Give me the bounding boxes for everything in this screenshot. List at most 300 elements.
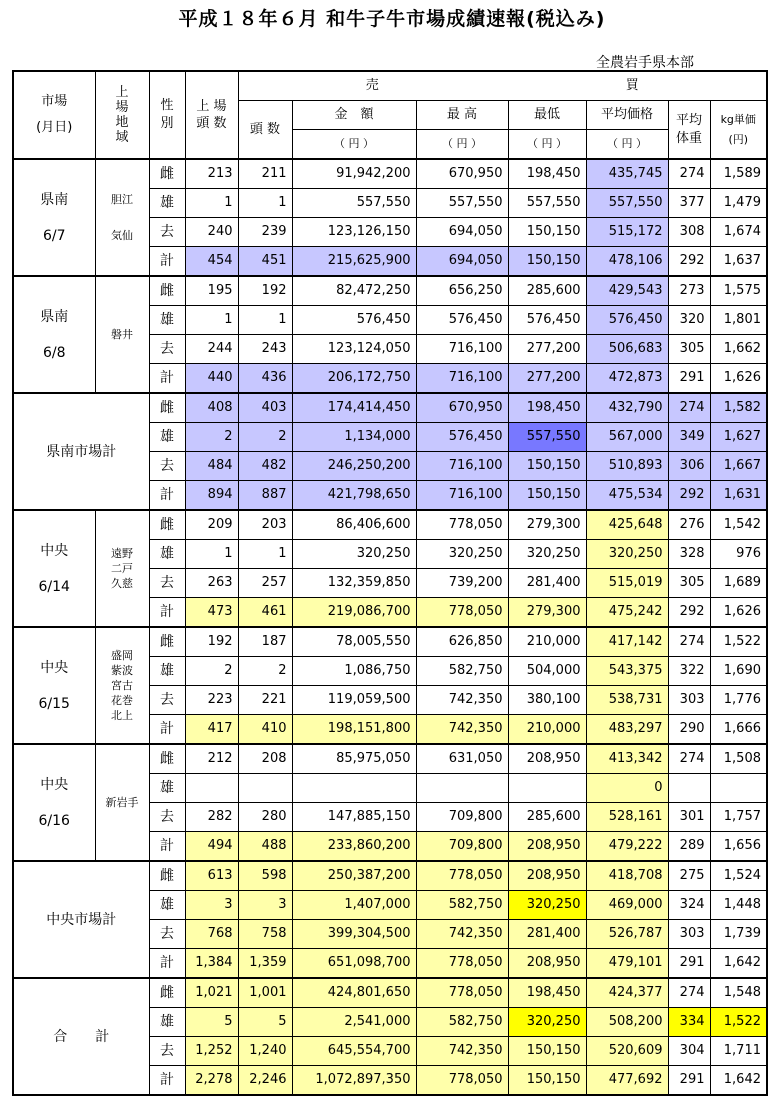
market-cell: 合 計 xyxy=(13,978,149,1095)
avg-price-cell: 477,692 xyxy=(586,1066,668,1096)
avg-price-cell: 417,142 xyxy=(586,627,668,657)
min-price-cell: 208,950 xyxy=(508,744,586,774)
max-price-cell: 582,750 xyxy=(416,891,508,920)
max-price-cell: 694,050 xyxy=(416,247,508,277)
sex-label: 雌 xyxy=(149,627,185,657)
min-price-cell: 281,400 xyxy=(508,569,586,598)
avg-weight-cell: 334 xyxy=(668,1008,710,1037)
min-price-cell: 150,150 xyxy=(508,1066,586,1096)
avg-weight-cell xyxy=(668,774,710,803)
avg-price-cell: 469,000 xyxy=(586,891,668,920)
amount-cell: 91,942,200 xyxy=(292,159,416,189)
avg-weight-cell: 292 xyxy=(668,598,710,628)
min-price-cell: 150,150 xyxy=(508,247,586,277)
kg-price-cell: 1,626 xyxy=(710,598,767,628)
avg-weight-cell: 276 xyxy=(668,510,710,540)
avg-price-cell: 515,019 xyxy=(586,569,668,598)
avg-weight-cell: 290 xyxy=(668,715,710,745)
max-price-cell: 716,100 xyxy=(416,481,508,511)
avg-weight-cell: 301 xyxy=(668,803,710,832)
avg-weight-cell: 292 xyxy=(668,481,710,511)
min-price-cell: 198,450 xyxy=(508,393,586,423)
header-avg-price-unit: （ 円 ） xyxy=(586,130,668,160)
kg-price-cell: 1,508 xyxy=(710,744,767,774)
sold-heads-cell: 488 xyxy=(238,832,292,862)
avg-weight-cell: 322 xyxy=(668,657,710,686)
min-price-cell: 285,600 xyxy=(508,803,586,832)
max-price-cell: 320,250 xyxy=(416,540,508,569)
sex-label: 雄 xyxy=(149,774,185,803)
avg-weight-cell: 305 xyxy=(668,569,710,598)
amount-cell: 132,359,850 xyxy=(292,569,416,598)
listed-heads-cell: 768 xyxy=(185,920,238,949)
kg-price-cell: 1,656 xyxy=(710,832,767,862)
amount-cell: 82,472,250 xyxy=(292,276,416,306)
min-price-cell: 279,300 xyxy=(508,510,586,540)
listed-heads-cell: 263 xyxy=(185,569,238,598)
amount-cell: 576,450 xyxy=(292,306,416,335)
sex-label: 計 xyxy=(149,598,185,628)
sold-heads-cell: 1 xyxy=(238,540,292,569)
avg-price-cell: 432,790 xyxy=(586,393,668,423)
sex-label: 雄 xyxy=(149,891,185,920)
amount-cell: 215,625,900 xyxy=(292,247,416,277)
market-cell: 中央 6/15 xyxy=(13,627,95,744)
min-price-cell: 210,000 xyxy=(508,627,586,657)
avg-price-cell: 320,250 xyxy=(586,540,668,569)
sex-label: 去 xyxy=(149,920,185,949)
amount-cell: 86,406,600 xyxy=(292,510,416,540)
max-price-cell: 670,950 xyxy=(416,393,508,423)
listed-heads-cell: 454 xyxy=(185,247,238,277)
kg-price-cell: 1,662 xyxy=(710,335,767,364)
listed-heads-cell: 223 xyxy=(185,686,238,715)
sold-heads-cell: 1,240 xyxy=(238,1037,292,1066)
listed-heads-cell: 417 xyxy=(185,715,238,745)
listed-heads-cell: 408 xyxy=(185,393,238,423)
organization-name: 全農岩手県本部 xyxy=(596,55,694,71)
sold-heads-cell: 208 xyxy=(238,744,292,774)
market-cell: 中央市場計 xyxy=(13,861,149,978)
sold-heads-cell: 403 xyxy=(238,393,292,423)
listed-heads-cell: 440 xyxy=(185,364,238,394)
amount-cell: 424,801,650 xyxy=(292,978,416,1008)
min-price-cell: 277,200 xyxy=(508,364,586,394)
listed-heads-cell: 2,278 xyxy=(185,1066,238,1096)
listed-heads-cell: 1,021 xyxy=(185,978,238,1008)
sold-heads-cell: 211 xyxy=(238,159,292,189)
listed-heads-cell: 473 xyxy=(185,598,238,628)
min-price-cell: 198,450 xyxy=(508,159,586,189)
amount-cell: 1,086,750 xyxy=(292,657,416,686)
sold-heads-cell: 2,246 xyxy=(238,1066,292,1096)
avg-weight-cell: 291 xyxy=(668,949,710,979)
kg-price-cell: 1,548 xyxy=(710,978,767,1008)
sex-label: 雄 xyxy=(149,423,185,452)
sold-heads-cell: 1,001 xyxy=(238,978,292,1008)
kg-price-cell xyxy=(710,774,767,803)
header-min: 最低 xyxy=(508,101,586,130)
amount-cell: 174,414,450 xyxy=(292,393,416,423)
avg-weight-cell: 303 xyxy=(668,686,710,715)
min-price-cell: 557,550 xyxy=(508,189,586,218)
max-price-cell: 626,850 xyxy=(416,627,508,657)
max-price-cell: 631,050 xyxy=(416,744,508,774)
avg-weight-cell: 304 xyxy=(668,1037,710,1066)
max-price-cell: 709,800 xyxy=(416,803,508,832)
kg-price-cell: 1,575 xyxy=(710,276,767,306)
avg-weight-cell: 289 xyxy=(668,832,710,862)
listed-heads-cell: 213 xyxy=(185,159,238,189)
avg-price-cell: 479,101 xyxy=(586,949,668,979)
max-price-cell: 656,250 xyxy=(416,276,508,306)
listed-heads-cell: 894 xyxy=(185,481,238,511)
max-price-cell: 557,550 xyxy=(416,189,508,218)
listed-heads-cell: 244 xyxy=(185,335,238,364)
area-cell: 磐井 xyxy=(95,276,149,393)
kg-price-cell: 1,522 xyxy=(710,627,767,657)
sex-label: 去 xyxy=(149,803,185,832)
avg-price-cell: 483,297 xyxy=(586,715,668,745)
kg-price-cell: 1,690 xyxy=(710,657,767,686)
kg-price-cell: 1,667 xyxy=(710,452,767,481)
kg-price-cell: 1,626 xyxy=(710,364,767,394)
kg-price-cell: 1,582 xyxy=(710,393,767,423)
sold-heads-cell: 257 xyxy=(238,569,292,598)
sold-heads-cell: 2 xyxy=(238,423,292,452)
min-price-cell xyxy=(508,774,586,803)
avg-weight-cell: 328 xyxy=(668,540,710,569)
listed-heads-cell: 3 xyxy=(185,891,238,920)
listed-heads-cell: 1 xyxy=(185,540,238,569)
avg-price-cell: 418,708 xyxy=(586,861,668,891)
listed-heads-cell xyxy=(185,774,238,803)
sex-label: 雌 xyxy=(149,276,185,306)
max-price-cell: 694,050 xyxy=(416,218,508,247)
avg-price-cell: 515,172 xyxy=(586,218,668,247)
header-max: 最 高 xyxy=(416,101,508,130)
avg-weight-cell: 274 xyxy=(668,744,710,774)
avg-weight-cell: 292 xyxy=(668,247,710,277)
avg-weight-cell: 274 xyxy=(668,393,710,423)
kg-price-cell: 1,689 xyxy=(710,569,767,598)
sold-heads-cell: 203 xyxy=(238,510,292,540)
sold-heads-cell: 482 xyxy=(238,452,292,481)
sold-heads-cell: 1,359 xyxy=(238,949,292,979)
kg-price-cell: 1,448 xyxy=(710,891,767,920)
report-title: 平成１８年６月 和牛子牛市場成績速報(税込み) xyxy=(178,8,606,30)
avg-weight-cell: 274 xyxy=(668,978,710,1008)
market-cell: 県南 6/8 xyxy=(13,276,95,393)
min-price-cell: 198,450 xyxy=(508,978,586,1008)
sold-heads-cell: 887 xyxy=(238,481,292,511)
avg-weight-cell: 320 xyxy=(668,306,710,335)
avg-price-cell: 528,161 xyxy=(586,803,668,832)
header-heads: 頭 数 xyxy=(238,101,292,160)
sex-label: 計 xyxy=(149,715,185,745)
sold-heads-cell: 280 xyxy=(238,803,292,832)
avg-price-cell: 508,200 xyxy=(586,1008,668,1037)
max-price-cell: 576,450 xyxy=(416,306,508,335)
sex-label: 計 xyxy=(149,364,185,394)
avg-weight-cell: 349 xyxy=(668,423,710,452)
kg-price-cell: 1,589 xyxy=(710,159,767,189)
max-price-cell: 778,050 xyxy=(416,510,508,540)
sex-label: 雄 xyxy=(149,306,185,335)
listed-heads-cell: 195 xyxy=(185,276,238,306)
sold-heads-cell: 598 xyxy=(238,861,292,891)
min-price-cell: 504,000 xyxy=(508,657,586,686)
sold-heads-cell: 1 xyxy=(238,306,292,335)
kg-price-cell: 1,776 xyxy=(710,686,767,715)
sex-label: 去 xyxy=(149,569,185,598)
sold-heads-cell: 2 xyxy=(238,657,292,686)
avg-weight-cell: 274 xyxy=(668,159,710,189)
kg-price-cell: 1,801 xyxy=(710,306,767,335)
avg-price-cell: 475,534 xyxy=(586,481,668,511)
amount-cell: 250,387,200 xyxy=(292,861,416,891)
amount-cell: 645,554,700 xyxy=(292,1037,416,1066)
avg-price-cell: 567,000 xyxy=(586,423,668,452)
sold-heads-cell: 461 xyxy=(238,598,292,628)
min-price-cell: 208,950 xyxy=(508,949,586,979)
header-avg-weight: 平均 体重 xyxy=(668,101,710,160)
sold-heads-cell: 3 xyxy=(238,891,292,920)
kg-price-cell: 1,637 xyxy=(710,247,767,277)
sex-label: 雄 xyxy=(149,189,185,218)
sold-heads-cell: 192 xyxy=(238,276,292,306)
sex-label: 雌 xyxy=(149,159,185,189)
amount-cell: 219,086,700 xyxy=(292,598,416,628)
header-avg-price: 平均価格 xyxy=(586,101,668,130)
kg-price-cell: 1,642 xyxy=(710,1066,767,1096)
min-price-cell: 380,100 xyxy=(508,686,586,715)
amount-cell: 651,098,700 xyxy=(292,949,416,979)
kg-price-cell: 1,739 xyxy=(710,920,767,949)
sold-heads-cell: 239 xyxy=(238,218,292,247)
header-sex: 性 別 xyxy=(149,71,185,159)
min-price-cell: 150,150 xyxy=(508,218,586,247)
max-price-cell: 576,450 xyxy=(416,423,508,452)
avg-price-cell: 543,375 xyxy=(586,657,668,686)
sex-label: 雌 xyxy=(149,393,185,423)
listed-heads-cell: 209 xyxy=(185,510,238,540)
max-price-cell: 778,050 xyxy=(416,598,508,628)
avg-price-cell: 425,648 xyxy=(586,510,668,540)
amount-cell: 123,126,150 xyxy=(292,218,416,247)
listed-heads-cell: 192 xyxy=(185,627,238,657)
amount-cell: 198,151,800 xyxy=(292,715,416,745)
header-amount: 金 額 xyxy=(292,101,416,130)
kg-price-cell: 1,631 xyxy=(710,481,767,511)
avg-price-cell: 472,873 xyxy=(586,364,668,394)
sex-label: 計 xyxy=(149,1066,185,1096)
min-price-cell: 210,000 xyxy=(508,715,586,745)
market-cell: 中央 6/16 xyxy=(13,744,95,861)
sex-label: 去 xyxy=(149,1037,185,1066)
kg-price-cell: 1,524 xyxy=(710,861,767,891)
min-price-cell: 150,150 xyxy=(508,452,586,481)
kg-price-cell: 1,542 xyxy=(710,510,767,540)
min-price-cell: 320,250 xyxy=(508,891,586,920)
sex-label: 去 xyxy=(149,335,185,364)
min-price-cell: 285,600 xyxy=(508,276,586,306)
header-sold-group: 売 買 xyxy=(238,71,767,101)
sex-label: 計 xyxy=(149,481,185,511)
max-price-cell: 670,950 xyxy=(416,159,508,189)
max-price-cell: 582,750 xyxy=(416,1008,508,1037)
amount-cell: 246,250,200 xyxy=(292,452,416,481)
market-results-table xyxy=(12,70,768,1096)
amount-cell: 147,885,150 xyxy=(292,803,416,832)
sold-heads-cell: 187 xyxy=(238,627,292,657)
listed-heads-cell: 240 xyxy=(185,218,238,247)
avg-weight-cell: 291 xyxy=(668,364,710,394)
min-price-cell: 208,950 xyxy=(508,832,586,862)
max-price-cell: 742,350 xyxy=(416,1037,508,1066)
listed-heads-cell: 5 xyxy=(185,1008,238,1037)
min-price-cell: 277,200 xyxy=(508,335,586,364)
amount-cell: 1,134,000 xyxy=(292,423,416,452)
header-amount-unit: （ 円 ） xyxy=(292,130,416,160)
kg-price-cell: 1,674 xyxy=(710,218,767,247)
min-price-cell: 150,150 xyxy=(508,1037,586,1066)
max-price-cell: 778,050 xyxy=(416,949,508,979)
sex-label: 雌 xyxy=(149,861,185,891)
listed-heads-cell: 484 xyxy=(185,452,238,481)
min-price-cell: 576,450 xyxy=(508,306,586,335)
header-market: 市場 (月日) xyxy=(13,71,95,159)
sex-label: 雄 xyxy=(149,657,185,686)
sex-label: 雄 xyxy=(149,540,185,569)
max-price-cell: 742,350 xyxy=(416,686,508,715)
min-price-cell: 320,250 xyxy=(508,540,586,569)
min-price-cell: 320,250 xyxy=(508,1008,586,1037)
avg-price-cell: 0 xyxy=(586,774,668,803)
kg-price-cell: 1,522 xyxy=(710,1008,767,1037)
avg-price-cell: 478,106 xyxy=(586,247,668,277)
avg-weight-cell: 324 xyxy=(668,891,710,920)
min-price-cell: 281,400 xyxy=(508,920,586,949)
max-price-cell: 709,800 xyxy=(416,832,508,862)
kg-price-cell: 1,642 xyxy=(710,949,767,979)
avg-price-cell: 479,222 xyxy=(586,832,668,862)
avg-price-cell: 520,609 xyxy=(586,1037,668,1066)
avg-price-cell: 576,450 xyxy=(586,306,668,335)
avg-price-cell: 510,893 xyxy=(586,452,668,481)
min-price-cell: 557,550 xyxy=(508,423,586,452)
sold-heads-cell: 1 xyxy=(238,189,292,218)
listed-heads-cell: 212 xyxy=(185,744,238,774)
kg-price-cell: 1,479 xyxy=(710,189,767,218)
amount-cell xyxy=(292,774,416,803)
header-listed-heads: 上 場 頭 数 xyxy=(185,71,238,159)
avg-price-cell: 557,550 xyxy=(586,189,668,218)
avg-price-cell: 506,683 xyxy=(586,335,668,364)
listed-heads-cell: 613 xyxy=(185,861,238,891)
max-price-cell: 716,100 xyxy=(416,452,508,481)
min-price-cell: 150,150 xyxy=(508,481,586,511)
max-price-cell: 716,100 xyxy=(416,364,508,394)
sex-label: 去 xyxy=(149,452,185,481)
kg-price-cell: 1,711 xyxy=(710,1037,767,1066)
sold-heads-cell: 436 xyxy=(238,364,292,394)
min-price-cell: 208,950 xyxy=(508,861,586,891)
avg-price-cell: 435,745 xyxy=(586,159,668,189)
sold-heads-cell xyxy=(238,774,292,803)
listed-heads-cell: 1,384 xyxy=(185,949,238,979)
avg-weight-cell: 274 xyxy=(668,627,710,657)
sex-label: 計 xyxy=(149,247,185,277)
amount-cell: 123,124,050 xyxy=(292,335,416,364)
kg-price-cell: 1,666 xyxy=(710,715,767,745)
area-cell: 遠野 二戸 久慈 xyxy=(95,510,149,627)
avg-weight-cell: 377 xyxy=(668,189,710,218)
sold-heads-cell: 451 xyxy=(238,247,292,277)
header-area: 上 場 地 域 xyxy=(95,71,149,159)
sold-heads-cell: 243 xyxy=(238,335,292,364)
listed-heads-cell: 1,252 xyxy=(185,1037,238,1066)
avg-price-cell: 413,342 xyxy=(586,744,668,774)
kg-price-cell: 976 xyxy=(710,540,767,569)
sex-label: 計 xyxy=(149,949,185,979)
amount-cell: 557,550 xyxy=(292,189,416,218)
listed-heads-cell: 1 xyxy=(185,306,238,335)
sex-label: 計 xyxy=(149,832,185,862)
avg-weight-cell: 291 xyxy=(668,1066,710,1096)
sex-label: 雌 xyxy=(149,510,185,540)
header-min-unit: （ 円 ） xyxy=(508,130,586,160)
area-cell: 胆江 気仙 xyxy=(95,159,149,276)
area-cell: 盛岡 紫波 宮古 花巻 北上 xyxy=(95,627,149,744)
amount-cell: 119,059,500 xyxy=(292,686,416,715)
sex-label: 雌 xyxy=(149,978,185,1008)
sold-heads-cell: 5 xyxy=(238,1008,292,1037)
listed-heads-cell: 282 xyxy=(185,803,238,832)
amount-cell: 85,975,050 xyxy=(292,744,416,774)
avg-price-cell: 538,731 xyxy=(586,686,668,715)
max-price-cell: 716,100 xyxy=(416,335,508,364)
max-price-cell: 742,350 xyxy=(416,920,508,949)
avg-weight-cell: 273 xyxy=(668,276,710,306)
amount-cell: 78,005,550 xyxy=(292,627,416,657)
market-cell: 中央 6/14 xyxy=(13,510,95,627)
avg-weight-cell: 306 xyxy=(668,452,710,481)
amount-cell: 421,798,650 xyxy=(292,481,416,511)
header-kg-price: kg単価 (円) xyxy=(710,101,767,160)
max-price-cell: 778,050 xyxy=(416,1066,508,1096)
avg-price-cell: 526,787 xyxy=(586,920,668,949)
amount-cell: 1,407,000 xyxy=(292,891,416,920)
max-price-cell: 778,050 xyxy=(416,861,508,891)
amount-cell: 206,172,750 xyxy=(292,364,416,394)
sex-label: 去 xyxy=(149,686,185,715)
avg-price-cell: 424,377 xyxy=(586,978,668,1008)
max-price-cell: 739,200 xyxy=(416,569,508,598)
listed-heads-cell: 2 xyxy=(185,423,238,452)
amount-cell: 233,860,200 xyxy=(292,832,416,862)
listed-heads-cell: 2 xyxy=(185,657,238,686)
avg-weight-cell: 303 xyxy=(668,920,710,949)
sex-label: 去 xyxy=(149,218,185,247)
header-max-unit: （ 円 ） xyxy=(416,130,508,160)
sold-heads-cell: 221 xyxy=(238,686,292,715)
kg-price-cell: 1,757 xyxy=(710,803,767,832)
market-cell: 県南 6/7 xyxy=(13,159,95,276)
avg-price-cell: 429,543 xyxy=(586,276,668,306)
amount-cell: 399,304,500 xyxy=(292,920,416,949)
amount-cell: 2,541,000 xyxy=(292,1008,416,1037)
